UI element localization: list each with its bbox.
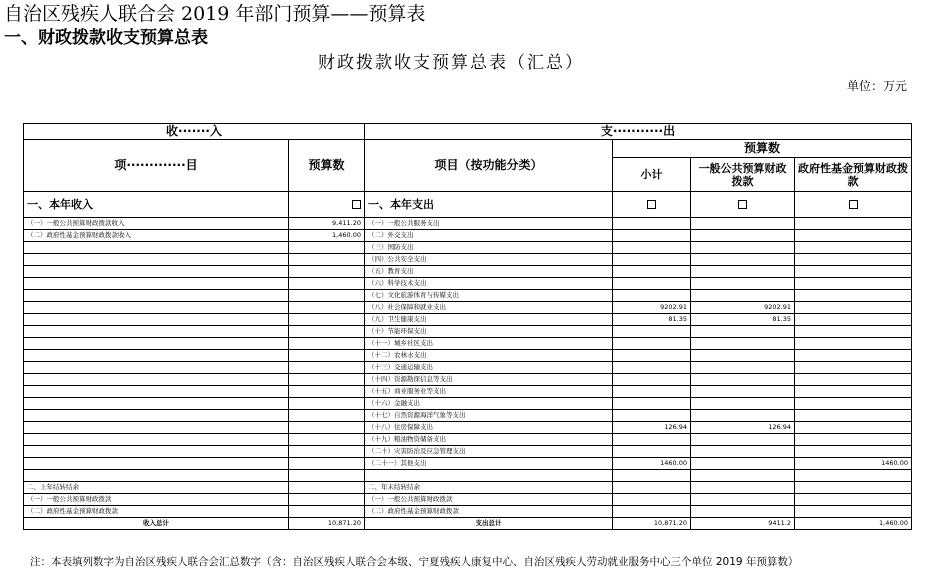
cell-in-amt (289, 494, 365, 506)
cell-in-item (24, 254, 289, 266)
cell-sub (613, 482, 691, 494)
table-row (24, 434, 912, 446)
cell-sub (613, 362, 691, 374)
cell-gen (691, 266, 795, 278)
table-row (24, 398, 912, 410)
cell-ex-item: （三）国防支出 (365, 242, 613, 254)
cell-ex-item: （二十一）其他支出 (365, 458, 613, 470)
total-cell: 1,460.00 (795, 518, 912, 530)
empty-cell (795, 470, 912, 482)
cell-fund (795, 218, 912, 230)
cell-ex-item: （一）一般公共服务支出 (365, 218, 613, 230)
table-row (24, 302, 912, 314)
cell-in-amt (289, 314, 365, 326)
cell-in-amt (289, 242, 365, 254)
cell-ex-item: （十四）资源勘探信息等支出 (365, 374, 613, 386)
cell-in-item (24, 278, 289, 290)
cell-in-item (24, 362, 289, 374)
cell-fund (795, 254, 912, 266)
cell-sub (613, 326, 691, 338)
cell-in-amt (289, 422, 365, 434)
table-row (24, 218, 912, 230)
income-section: 一、本年收入 (24, 192, 289, 218)
cell-gen (691, 506, 795, 518)
cell-sub (613, 338, 691, 350)
table-title: 财政拨款收支预算总表（汇总） (318, 53, 584, 73)
cell-ex-item: （十五）商业服务业等支出 (365, 386, 613, 398)
cell-in-item (24, 434, 289, 446)
budget-group-header: 预算数 (613, 140, 912, 158)
total-cell: 支出总计 (365, 518, 613, 530)
empty-cell (24, 470, 289, 482)
cell-ex-item: （九）卫生健康支出 (365, 314, 613, 326)
expense-section: 一、本年支出 (365, 192, 613, 218)
cell-in-amt (289, 482, 365, 494)
cell-gen (691, 386, 795, 398)
table-row (24, 254, 912, 266)
cell-in-item: 二、上年结转结余 (24, 482, 289, 494)
empty-cell (613, 470, 691, 482)
table-row (24, 362, 912, 374)
cell-ex-item: （十八）住房保障支出 (365, 422, 613, 434)
cell-in-item (24, 458, 289, 470)
empty-cell (691, 470, 795, 482)
cell-fund (795, 350, 912, 362)
empty-cell (289, 470, 365, 482)
cell-in-amt: 9,411.20 (289, 218, 365, 230)
cell-gen (691, 446, 795, 458)
budget-header: 预算数 (289, 140, 365, 192)
cell-ex-item: （十九）粮油物资储备支出 (365, 434, 613, 446)
table-row (24, 350, 912, 362)
cell-gen (691, 278, 795, 290)
cell-fund (795, 422, 912, 434)
empty-cell (365, 470, 613, 482)
cell-gen (691, 374, 795, 386)
cell-in-amt (289, 434, 365, 446)
cell-in-item (24, 290, 289, 302)
cell-in-amt (289, 398, 365, 410)
cell-in-amt (289, 302, 365, 314)
cell-fund (795, 278, 912, 290)
cell-in-item (24, 422, 289, 434)
cell-ex-item: （十二）农林水支出 (365, 350, 613, 362)
table-row (24, 266, 912, 278)
cell-fund (795, 506, 912, 518)
section-budget-cell (289, 192, 365, 218)
cell-in-item (24, 302, 289, 314)
cell-ex-item: （二十）灾害防治及应急管理支出 (365, 446, 613, 458)
cell-ex-item: （二）政府性基金预算财政拨款 (365, 506, 613, 518)
cell-gen (691, 290, 795, 302)
cell-fund (795, 494, 912, 506)
table-row (24, 374, 912, 386)
table-row (24, 482, 912, 494)
cell-sub (613, 242, 691, 254)
cell-gen (691, 398, 795, 410)
cell-fund (795, 302, 912, 314)
totals-row (24, 518, 912, 530)
cell-in-amt (289, 326, 365, 338)
table-row (24, 230, 912, 242)
cell-in-item (24, 398, 289, 410)
cell-gen (691, 242, 795, 254)
cell-fund (795, 266, 912, 278)
cell-sub: 9202.91 (613, 302, 691, 314)
cell-gen: 9202.91 (691, 302, 795, 314)
cell-ex-item: （五）教育支出 (365, 266, 613, 278)
cell-ex-item: （十三）交通运输支出 (365, 362, 613, 374)
cell-sub (613, 446, 691, 458)
total-cell: 10,871.20 (613, 518, 691, 530)
cell-fund (795, 362, 912, 374)
general-header: 一般公共预算财政拨款 (691, 158, 795, 192)
cell-gen (691, 254, 795, 266)
footnote: 注：本表填列数字为自治区残疾人联合会汇总数字（含：自治区残疾人联合会本级、宁夏残疾人康复中心、自治区残疾人劳动就业服务中心三个单位 2019 年预算数） (30, 556, 799, 568)
cell-sub (613, 398, 691, 410)
cell-in-item (24, 350, 289, 362)
unit-label: 单位：万元 (846, 79, 907, 93)
section-general-cell (691, 192, 795, 218)
cell-fund (795, 374, 912, 386)
section-subtotal-cell (613, 192, 691, 218)
cell-sub: 1460.00 (613, 458, 691, 470)
cell-in-amt (289, 374, 365, 386)
cell-in-item: （二）政府性基金预算财政拨款 (24, 506, 289, 518)
cell-sub (613, 494, 691, 506)
cell-fund (795, 314, 912, 326)
cell-fund (795, 326, 912, 338)
cell-in-item (24, 242, 289, 254)
table-row (24, 278, 912, 290)
cell-sub (613, 254, 691, 266)
cell-in-item (24, 374, 289, 386)
cell-in-item (24, 410, 289, 422)
cell-in-amt (289, 446, 365, 458)
cell-in-item: （一）一般公共预算财政拨款收入 (24, 218, 289, 230)
table-row (24, 494, 912, 506)
total-cell: 10,871.20 (289, 518, 365, 530)
cell-fund (795, 482, 912, 494)
document-title: 自治区残疾人联合会 2019 年部门预算——预算表 (4, 3, 426, 25)
cell-fund (795, 386, 912, 398)
table-row (24, 506, 912, 518)
cell-ex-item: （四）公共安全支出 (365, 254, 613, 266)
cell-sub (613, 266, 691, 278)
fund-header: 政府性基金预算财政拨款 (795, 158, 912, 192)
cell-in-item (24, 386, 289, 398)
cell-ex-item: （七）文化旅游体育与传媒支出 (365, 290, 613, 302)
item-func-header: 项目（按功能分类） (365, 140, 613, 192)
cell-fund (795, 410, 912, 422)
cell-in-amt (289, 506, 365, 518)
cell-in-amt (289, 350, 365, 362)
cell-in-amt (289, 362, 365, 374)
cell-ex-item: （八）社会保障和就业支出 (365, 302, 613, 314)
cell-sub (613, 434, 691, 446)
cell-gen (691, 230, 795, 242)
cell-in-amt: 1,460.00 (289, 230, 365, 242)
cell-in-item: （一）一般公共预算财政拨款 (24, 494, 289, 506)
cell-in-item (24, 326, 289, 338)
cell-in-item (24, 314, 289, 326)
cell-gen (691, 338, 795, 350)
table-row (24, 242, 912, 254)
cell-gen (691, 218, 795, 230)
cell-sub (613, 218, 691, 230)
cell-sub (613, 278, 691, 290)
cell-ex-item: （十六）金融支出 (365, 398, 613, 410)
table-row (24, 338, 912, 350)
cell-fund (795, 434, 912, 446)
cell-ex-item: （二）外交支出 (365, 230, 613, 242)
table-row (24, 314, 912, 326)
cell-fund (795, 242, 912, 254)
cell-in-amt (289, 458, 365, 470)
cell-gen (691, 362, 795, 374)
cell-ex-item: （一）一般公共预算财政拨款 (365, 494, 613, 506)
total-cell: 9411.2 (691, 518, 795, 530)
cell-gen (691, 410, 795, 422)
income-header: 收·······入 (24, 124, 365, 140)
cell-in-amt (289, 290, 365, 302)
cell-ex-item: （十）节能环保支出 (365, 326, 613, 338)
cell-in-item: （二）政府性基金预算财政拨款收入 (24, 230, 289, 242)
budget-table (23, 123, 912, 530)
cell-gen (691, 482, 795, 494)
cell-in-amt (289, 386, 365, 398)
cell-fund (795, 398, 912, 410)
cell-in-amt (289, 338, 365, 350)
cell-gen: 81.35 (691, 314, 795, 326)
cell-sub: 126.94 (613, 422, 691, 434)
cell-gen: 126.94 (691, 422, 795, 434)
item-header: 项·············目 (24, 140, 289, 192)
cell-gen (691, 494, 795, 506)
cell-fund (795, 446, 912, 458)
cell-ex-item: （十七）自然资源海洋气象等支出 (365, 410, 613, 422)
subtotal-header: 小计 (613, 158, 691, 192)
cell-sub (613, 506, 691, 518)
cell-in-amt (289, 254, 365, 266)
cell-sub: 81.35 (613, 314, 691, 326)
cell-gen (691, 326, 795, 338)
cell-gen (691, 350, 795, 362)
table-row (24, 422, 912, 434)
total-cell: 收入总计 (24, 518, 289, 530)
cell-in-amt (289, 410, 365, 422)
cell-ex-item: 二、年末结转结余 (365, 482, 613, 494)
table-row (24, 446, 912, 458)
cell-in-item (24, 446, 289, 458)
expense-header: 支···········出 (365, 124, 912, 140)
table-row (24, 326, 912, 338)
cell-fund (795, 338, 912, 350)
cell-in-item (24, 266, 289, 278)
cell-gen (691, 458, 795, 470)
cell-gen (691, 434, 795, 446)
section-fund-cell (795, 192, 912, 218)
cell-sub (613, 350, 691, 362)
table-row (24, 410, 912, 422)
cell-ex-item: （十一）城乡社区支出 (365, 338, 613, 350)
cell-sub (613, 410, 691, 422)
cell-fund (795, 290, 912, 302)
cell-ex-item: （六）科学技术支出 (365, 278, 613, 290)
cell-fund: 1460.00 (795, 458, 912, 470)
cell-sub (613, 290, 691, 302)
cell-in-amt (289, 278, 365, 290)
table-row (24, 386, 912, 398)
table-row (24, 290, 912, 302)
cell-sub (613, 230, 691, 242)
cell-in-item (24, 338, 289, 350)
section-title: 一、财政拨款收支预算总表 (4, 28, 208, 48)
cell-in-amt (289, 266, 365, 278)
cell-sub (613, 386, 691, 398)
table-row (24, 458, 912, 470)
cell-sub (613, 374, 691, 386)
spacer-row (24, 470, 912, 482)
cell-fund (795, 230, 912, 242)
